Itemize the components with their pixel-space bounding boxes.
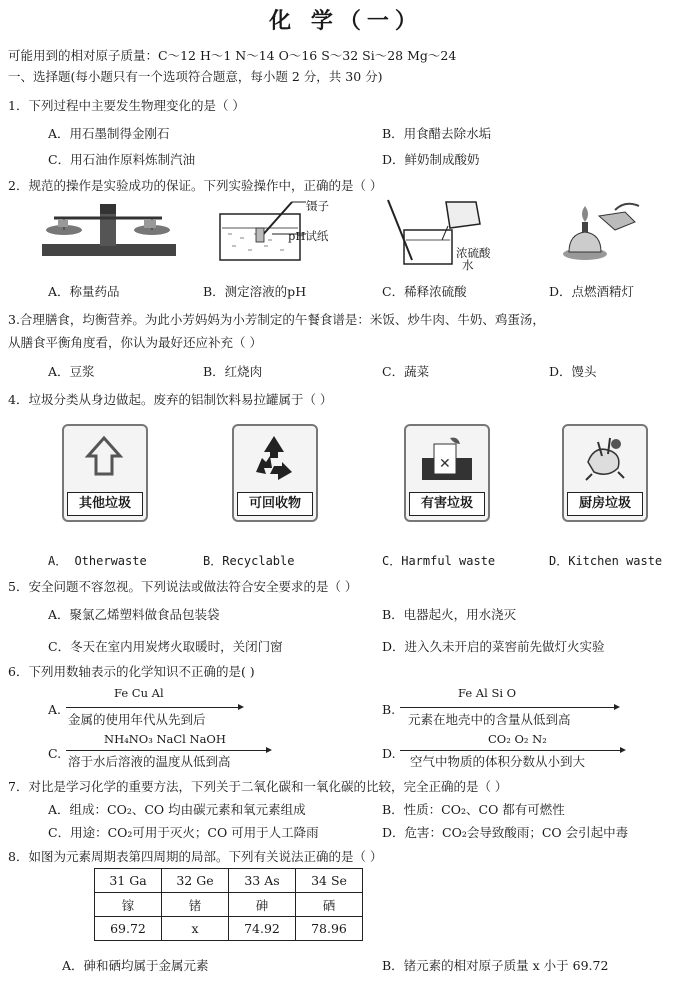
q6-b-axis [400, 707, 618, 708]
sign-other-waste-label: 其他垃圾 [67, 492, 143, 516]
q1-option-d: D．鲜奶制成酸奶 [382, 152, 480, 167]
q8-option-b: B．锗元素的相对原子质量 x 小于 69.72 [382, 958, 609, 973]
ph-paper-label: pH试纸 [288, 229, 329, 243]
q6-a-elements: Fe Cu Al [114, 686, 164, 700]
q7-option-d: D．危害：CO₂会导致酸雨；CO 会引起中毒 [382, 825, 629, 840]
q5-option-a: A．聚氯乙烯塑料做食品包装袋 [48, 607, 220, 622]
balance-illustration [40, 200, 180, 260]
cell-as-name: 砷 [229, 893, 296, 917]
recycle-icon [248, 432, 300, 484]
harmful-waste-icon [420, 434, 474, 482]
sign-kitchen-waste [562, 424, 648, 522]
question-4-stem: 4．垃圾分类从身边做起。废弃的铝制饮料易拉罐属于（ ） [8, 392, 333, 407]
cell-as-number: 33 As [229, 869, 296, 893]
tweezers-label: 镊子 [306, 199, 329, 213]
water-label: 水 [462, 258, 474, 272]
cell-ge-mass: x [162, 917, 229, 941]
q6-d-letter: D. [382, 746, 396, 761]
q6-a-letter: A. [48, 702, 62, 717]
q1-option-b: B．用食醋去除水垢 [382, 126, 492, 141]
cell-se-name: 硒 [296, 893, 363, 917]
question-7-stem: 7．对比是学习化学的重要方法，下列关于二氧化碳和一氧化碳的比较，完全正确的是（ ） [8, 779, 508, 794]
question-8-stem: 8．如图为元素周期表第四周期的局部。下列有关说法正确的是（ ） [8, 849, 383, 864]
acid-label: 浓硫酸 [456, 246, 491, 260]
q6-a-axis [66, 707, 242, 708]
cell-as-mass: 74.92 [229, 917, 296, 941]
cell-ga-mass: 69.72 [95, 917, 162, 941]
q6-d-axis [400, 750, 624, 751]
cell-se-mass: 78.96 [296, 917, 363, 941]
question-3-stem-line2: 从膳食平衡角度看，你认为最好还应补充（ ） [8, 335, 262, 350]
q3-option-d: D．馒头 [549, 364, 597, 379]
q7-option-b: B．性质：CO₂、CO 都有可燃性 [382, 802, 565, 817]
kitchen-waste-icon [578, 432, 632, 484]
q4-option-d: D．Kitchen waste [549, 554, 663, 568]
q7-option-a: A．组成：CO₂、CO 均由碳元素和氧元素组成 [48, 802, 306, 817]
q3-option-b: B．红烧肉 [203, 364, 263, 379]
sign-harmful-waste-label: 有害垃圾 [409, 492, 485, 516]
q4-option-b: B．Recyclable [203, 554, 295, 568]
svg-text:✕: ✕ [439, 456, 451, 472]
ph-test-illustration [210, 198, 360, 263]
sign-other-waste [62, 424, 148, 522]
q6-c-axis [66, 750, 270, 751]
cell-ge-name: 锗 [162, 893, 229, 917]
question-3-stem-line1: 3.合理膳食，均衡营养。为此小芳妈妈为小芳制定的午餐食谱是：米饭、炒牛肉、牛奶、鸡蛋汤， [8, 312, 545, 327]
q6-d-elements: CO₂ O₂ N₂ [488, 732, 547, 746]
q6-c-letter: C. [48, 746, 62, 761]
q6-b-axis-label: 元素在地壳中的含量从低到高 [408, 712, 571, 727]
cell-ga-number: 31 Ga [95, 869, 162, 893]
alcohol-lamp-illustration [555, 200, 645, 262]
q6-c-elements: NH₄NO₃ NaCl NaOH [104, 732, 226, 746]
sign-recyclable [232, 424, 318, 522]
q6-c-axis-label: 溶于水后溶液的温度从低到高 [68, 754, 231, 769]
cell-se-number: 34 Se [296, 869, 363, 893]
q3-option-c: C．蔬菜 [382, 364, 430, 379]
q6-a-axis-label: 金属的使用年代从先到后 [68, 712, 206, 727]
atomic-masses: 可能用到的相对原子质量：C～12 H～1 N～14 O～16 S～32 Si～28 Mg～24 [8, 48, 457, 63]
question-5-stem: 5．安全问题不容忽视。下列说法或做法符合安全要求的是（ ） [8, 579, 358, 594]
section-heading: 一、选择题(每小题只有一个选项符合题意，每小题 2 分，共 30 分) [8, 69, 383, 84]
q4-option-c: C．Harmful waste [382, 554, 496, 568]
question-1-stem: 1．下列过程中主要发生物理变化的是（ ） [8, 98, 245, 113]
sign-kitchen-waste-label: 厨房垃圾 [567, 492, 643, 516]
q1-option-a: A．用石墨制得金刚石 [48, 126, 170, 141]
sign-recyclable-label: 可回收物 [237, 492, 313, 516]
q6-b-elements: Fe Al Si O [458, 686, 517, 700]
q4-option-a: A． Otherwaste [48, 554, 147, 568]
question-6-stem: 6．下列用数轴表示的化学知识不正确的是( ) [8, 664, 255, 679]
q3-option-a: A．豆浆 [48, 364, 95, 379]
page-title: 化 学（一） [269, 8, 423, 34]
other-waste-icon [80, 434, 128, 482]
cell-ga-name: 镓 [95, 893, 162, 917]
q5-option-d: D．进入久未开启的菜窖前先做灯火实验 [382, 639, 605, 654]
periodic-table-fragment [94, 868, 363, 941]
q6-b-letter: B. [382, 702, 396, 717]
q2-option-b: B．测定溶液的pH [203, 284, 307, 299]
q2-option-d: D．点燃酒精灯 [549, 284, 635, 299]
q2-option-c: C．稀释浓硫酸 [382, 284, 467, 299]
q6-d-axis-label: 空气中物质的体积分数从小到大 [410, 754, 586, 769]
sign-harmful-waste [404, 424, 490, 522]
q5-option-b: B．电器起火，用水浇灭 [382, 607, 517, 622]
q5-option-c: C．冬天在室内用炭烤火取暖时，关闭门窗 [48, 639, 283, 654]
cell-ge-number: 32 Ge [162, 869, 229, 893]
q1-option-c: C．用石油作原料炼制汽油 [48, 152, 196, 167]
q8-option-a: A．砷和硒均属于金属元素 [62, 958, 209, 973]
question-2-stem: 2．规范的操作是实验成功的保证。下列实验操作中，正确的是（ ） [8, 178, 383, 193]
q7-option-c: C．用途：CO₂可用于灭火；CO 可用于人工降雨 [48, 825, 319, 840]
q2-option-a: A．称量药品 [48, 284, 120, 299]
